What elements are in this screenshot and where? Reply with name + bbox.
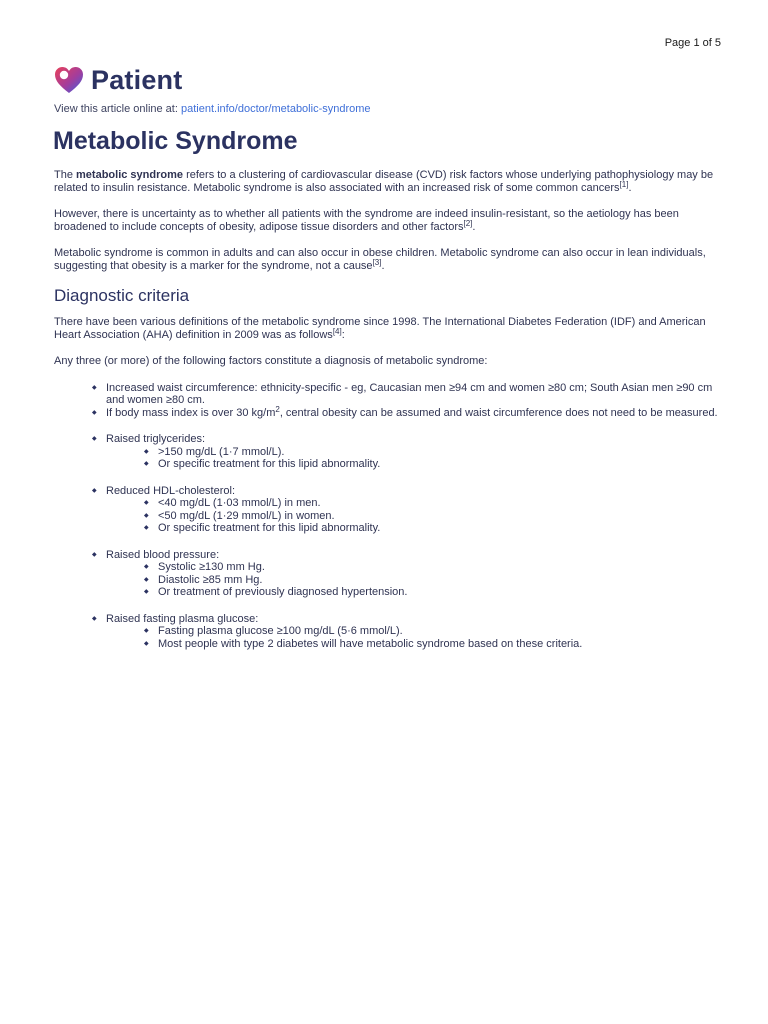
list-item: ◆ Or treatment of previously diagnosed hypertension. <box>158 586 719 599</box>
list-item: ◆ Raised fasting plasma glucose: ◆ Fasting plasma glucose ≥100 mg/dL (5·6 mmol/L). ◆ Most people with type 2 diabetes will have metabolic syndrome based on these criteria. <box>106 613 719 651</box>
reference-2[interactable]: [2] <box>463 218 473 228</box>
patient-logo[interactable] <box>53 64 182 96</box>
criteria-list <box>54 382 719 651</box>
list-item: ◆ Raised blood pressure: ◆ Systolic ≥130 mm Hg. ◆ Diastolic ≥85 mm Hg. ◆ Or treatment of previously diagnosed hypertension. <box>106 549 719 599</box>
list-item: ◆ Or specific treatment for this lipid abnormality. <box>158 522 719 535</box>
list-item: ◆ <40 mg/dL (1·03 mmol/L) in men. <box>158 497 719 510</box>
sub-list <box>106 497 719 535</box>
sub-list <box>106 625 719 650</box>
diagnostic-paragraph-2: Any three (or more) of the following factors constitute a diagnosis of metabolic syndrome: <box>54 355 488 367</box>
list-item: ◆ Fasting plasma glucose ≥100 mg/dL (5·6 mmol/L). <box>158 625 719 638</box>
intro-paragraph-2: However, there is uncertainty as to whether all patients with the syndrome are indeed insulin-resistant, so the aetiology has been broadened to include concepts of obesity, adipose tissue disorders and other factors[2]. <box>54 208 679 233</box>
list-item: ◆ Most people with type 2 diabetes will have metabolic syndrome based on these criteria. <box>158 638 719 651</box>
list-item: ◆ <50 mg/dL (1·29 mmol/L) in women. <box>158 510 719 523</box>
reference-4[interactable]: [4] <box>332 326 342 336</box>
intro-paragraph-1: The metabolic syndrome refers to a clustering of cardiovascular disease (CVD) risk factors whose underlying pathophysiology may be related to insulin resistance. Metabolic syndrome is also associated with an increased risk of some common cancers[1]. <box>54 169 714 194</box>
reference-3[interactable]: [3] <box>372 257 382 267</box>
list-item: ◆ >150 mg/dL (1·7 mmol/L). <box>158 446 719 459</box>
diagnostic-paragraph-1: There have been various definitions of the metabolic syndrome since 1998. The International Diabetes Federation (IDF) and American Heart Association (AHA) definition in 2009 was as follows[4]: <box>54 316 706 341</box>
page-title: Metabolic Syndrome <box>53 127 298 155</box>
article-link[interactable]: patient.info/doctor/metabolic-syndrome <box>180 103 371 115</box>
list-item: ◆ Raised triglycerides: ◆ >150 mg/dL (1·7 mmol/L). ◆ Or specific treatment for this lipid abnormality. <box>106 433 719 471</box>
list-item: ◆ Diastolic ≥85 mm Hg. <box>158 574 719 587</box>
intro-paragraph-3: Metabolic syndrome is common in adults and can also occur in obese children. Metabolic syndrome can also occur in lean individuals, suggesting that obesity is a marker for the syndrome, not a cause[3]. <box>54 247 706 272</box>
bold-term: metabolic syndrome <box>76 169 184 181</box>
sub-list <box>106 561 719 599</box>
page-number: Page 1 of 5 <box>664 37 721 49</box>
view-online-prefix: View this article online at: <box>54 103 178 115</box>
list-item: ◆ If body mass index is over 30 $kg/m^2$, central obesity can be assumed and waist circumference does not need to be measured. <box>106 407 719 420</box>
heart-logo-icon <box>53 64 85 96</box>
list-item: ◆ Or specific treatment for this lipid abnormality. <box>158 458 719 471</box>
article-body <box>54 169 719 650</box>
reference-1[interactable]: [1] <box>619 179 629 189</box>
list-item: ◆ Systolic ≥130 mm Hg. <box>158 561 719 574</box>
list-item: ◆ Reduced HDL-cholesterol: ◆ <40 mg/dL (1·03 mmol/L) in men. ◆ <50 mg/dL (1·29 mmol/L) in women. ◆ Or specific treatment for this lipid abnormality. <box>106 485 719 535</box>
sub-list <box>106 446 719 471</box>
list-item: ◆ Increased waist circumference: ethnicity-specific - eg, Caucasian men ≥94 cm and women ≥80 cm; South Asian men ≥90 cm and women ≥80 cm. <box>106 382 719 407</box>
section-heading-diagnostic: Diagnostic criteria <box>54 286 190 305</box>
logo-wordmark: Patient <box>91 64 183 95</box>
view-online-line <box>54 103 371 115</box>
